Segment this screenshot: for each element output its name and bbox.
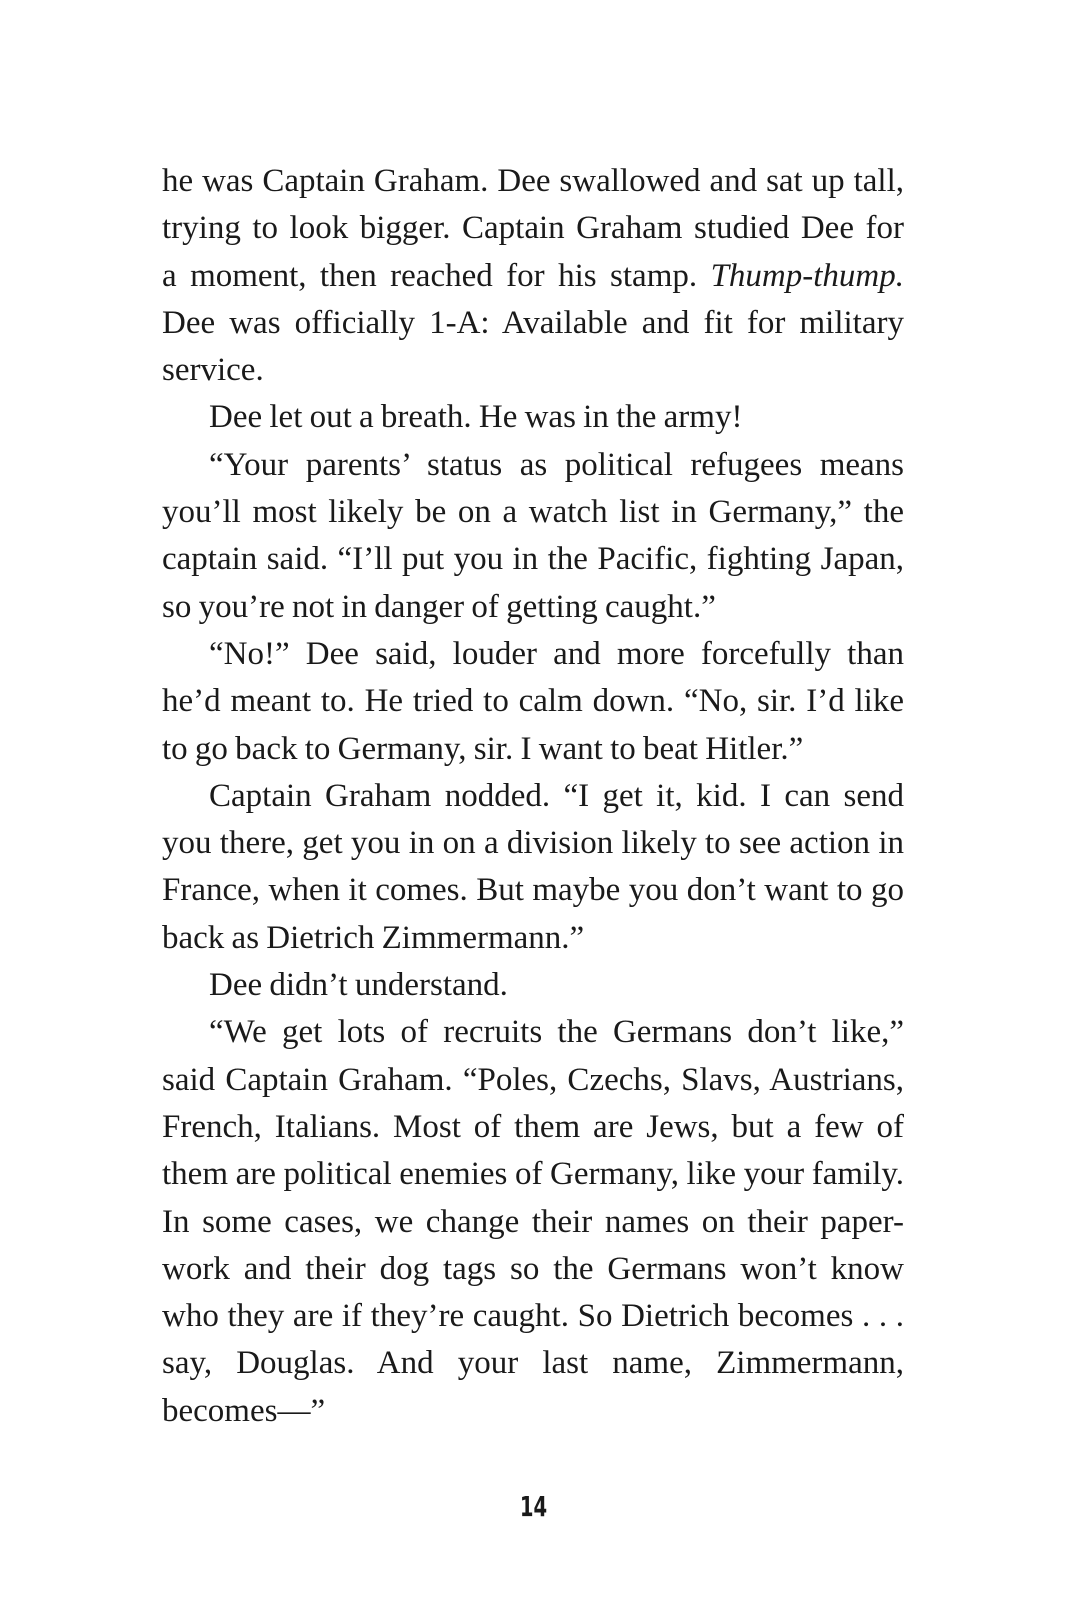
text-line [162, 253, 904, 300]
text-line: “No!” Dee said, louder and more forcefully than [209, 635, 904, 672]
text-line: captain said. “I’ll put you in the Pacific, fighting Japan, [162, 541, 904, 578]
text-line: he was Captain Graham. Dee swallowed and sat up tall, [162, 163, 904, 199]
text-line: becomes—” [162, 1392, 326, 1429]
text-line: Dee was officially 1-A: Available and fit for military [162, 304, 904, 341]
text-line: you’ll most likely be on a watch list in Germany,” the [162, 494, 904, 531]
text-line: to go back to Germany, sir. I want to beat Hitler.” [162, 730, 804, 767]
text-line: service. [162, 352, 264, 389]
text-line: say, Douglas. And your last name, Zimmermann, [162, 1345, 904, 1382]
text-line: who they are if they’re caught. So Dietrich becomes . . . [162, 1298, 904, 1335]
text-line: you there, get you in on a division likely to see action in [162, 825, 904, 862]
text-line: Dee let out a breath. He was in the army! [209, 399, 743, 436]
text-line: Captain Graham nodded. “I get it, kid. I can send [209, 777, 904, 814]
text-line: Dee didn’t understand. [209, 967, 508, 1004]
text-line: trying to look bigger. Captain Graham studied Dee for [162, 210, 904, 247]
italic-text: Thump-thump. [710, 257, 904, 294]
text-line: “Your parents’ status as political refugees means [209, 446, 904, 483]
text-line: them are political enemies of Germany, like your family. [162, 1156, 904, 1193]
text-line: work and their dog tags so the Germans won’t know [162, 1250, 904, 1287]
body-text [162, 158, 904, 1435]
text-line: French, Italians. Most of them are Jews, but a few of [162, 1108, 904, 1145]
text-line: France, when it comes. But maybe you don’t want to go [162, 872, 904, 909]
page-number: 14 [519, 1490, 548, 1523]
text-line: said Captain Graham. “Poles, Czechs, Slavs, Austrians, [162, 1061, 904, 1098]
text-line: “We get lots of recruits the Germans don’t like,” [209, 1014, 904, 1051]
text-line: In some cases, we change their names on their paper- [162, 1203, 904, 1240]
text-run: a moment, then reached for his stamp. [162, 257, 711, 294]
text-line: so you’re not in danger of getting caught.” [162, 588, 716, 625]
text-line: he’d meant to. He tried to calm down. “No, sir. I’d like [162, 683, 904, 720]
text-line: back as Dietrich Zimmermann.” [162, 919, 585, 956]
